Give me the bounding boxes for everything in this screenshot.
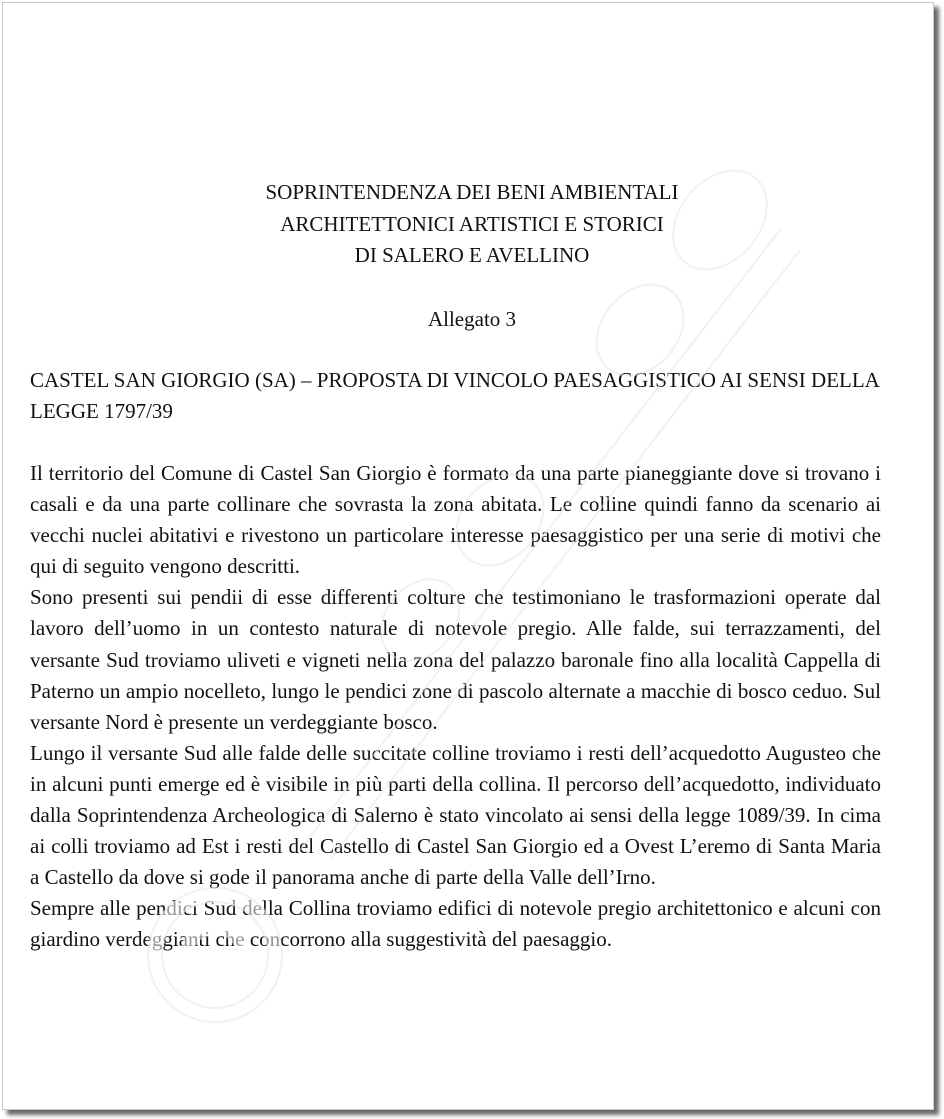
paragraph: Lungo il versante Sud alle falde delle succitate colline troviamo i resti dell’acquedotto Augusteo che in alcuni punti emerge ed è visibile in più parti della collina. Il percorso dell’acquedotto, individuato dalla Soprintendenza Archeologica di Salerno è stato vincolato ai sensi della legge 1089/39. In cima ai colli troviamo ad Est i resti del Castello di Castel San Giorgio ed a Ovest L’eremo di Santa Maria a Castello da dove si gode il panorama anche di parte della Valle dell’Irno.	[30, 740, 881, 890]
subject-heading: CASTEL SAN GIORGIO (SA) – PROPOSTA DI VINCOLO PAESAGGISTICO AI SENSI DELLA LEGGE 1797/39	[30, 368, 879, 423]
paragraph: Il territorio del Comune di Castel San Giorgio è formato da una parte pianeggiante dove si trovano i casali e da una parte collinare che sovrasta la zona abitata. Le colline quindi fanno da scenario ai vecchi nuclei abitativi e rivestono un particolare interesse paesaggistico per una serie di motivi che qui di seguito vengono descritti.	[30, 461, 881, 579]
header-line-3: DI SALERO E AVELLINO	[354, 243, 590, 267]
header-line-2: ARCHITETTONICI ARTISTICI E STORICI	[280, 212, 664, 236]
header-line-1: SOPRINTENDENZA DEI BENI AMBIENTALI	[265, 180, 679, 204]
paragraph: Sempre alle pendici Sud della Collina troviamo edifici di notevole pregio architettonico e alcuni con giardino verdeggianti che concorrono alla suggestività del paesaggio.	[30, 896, 881, 952]
document-body	[30, 458, 881, 956]
paragraph: Sono presenti sui pendii di esse differenti colture che testimoniano le trasformazioni operate dal lavoro dell’uomo in un contesto naturale di notevole pregio. Alle falde, sui terrazzamenti, del versante Sud troviamo uliveti e vigneti nella zona del palazzo baronale fino alla località Cappella di Paterno un ampio nocelleto, lungo le pendici zone di pascolo alternate a macchie di bosco ceduo. Sul versante Nord è presente un verdeggiante bosco.	[30, 585, 881, 734]
attachment-label: Allegato 3	[427, 307, 517, 331]
